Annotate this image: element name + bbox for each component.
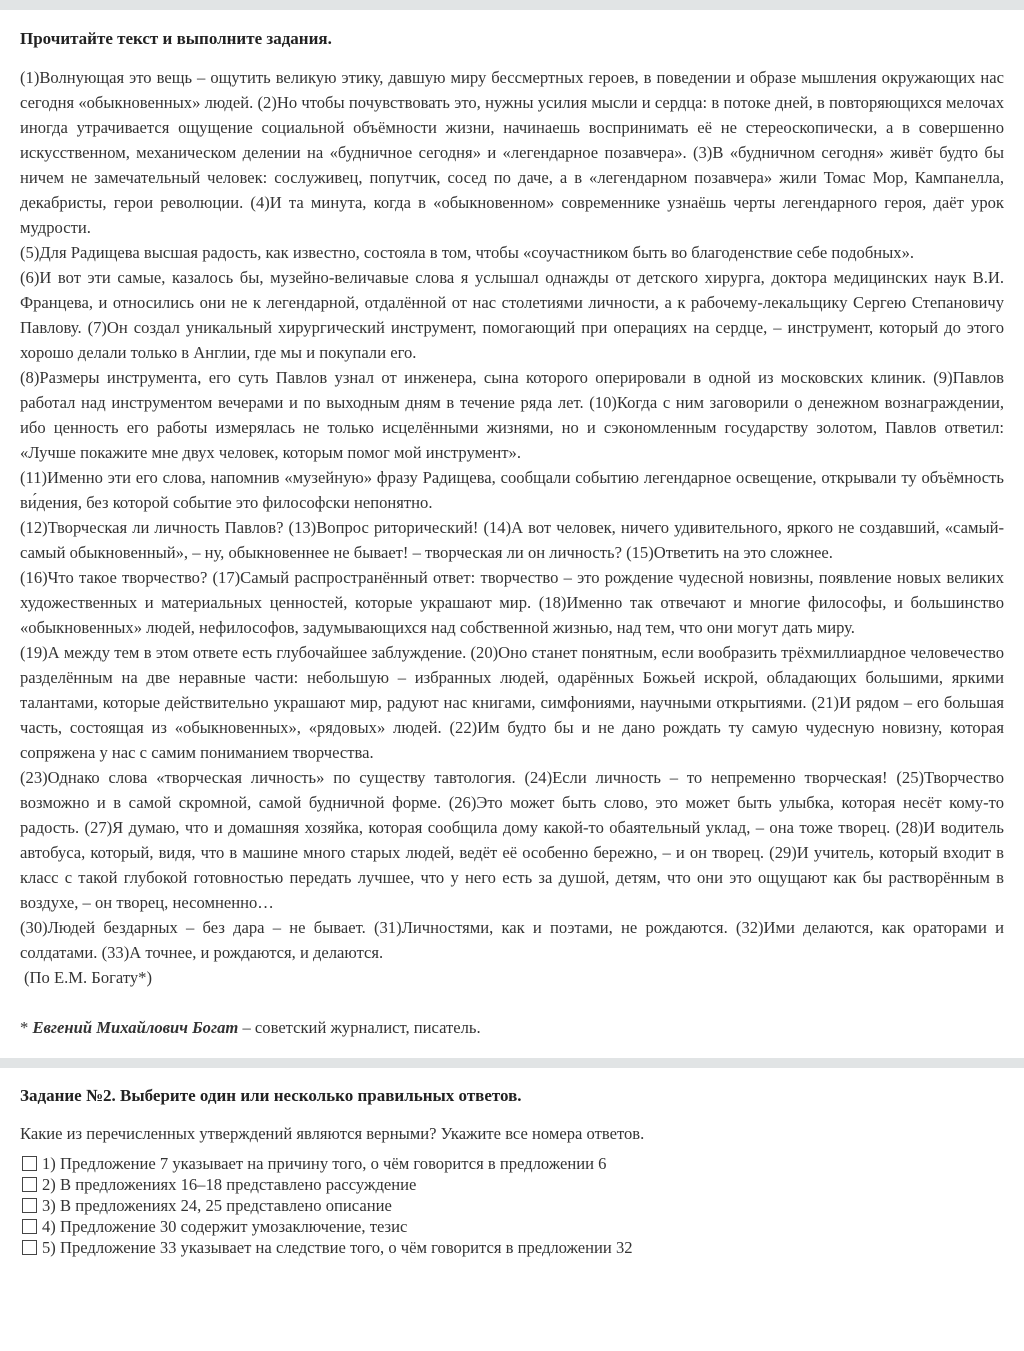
- option-label: 1) Предложение 7 указывает на причину того, о чём говорится в предложении 6: [42, 1153, 607, 1173]
- top-band: [0, 0, 1024, 10]
- paragraph: (8)Размеры инструмента, его суть Павлов узнал от инженера, сына которого оперировали в одной из московских клиник. (9)Павлов работал над инструментом вечерами и по выходным дням в течение ряда лет. (10)Когда с ним заговорили о денежном вознаграждении, ибо ценность его работы измерялась не только исцелёнными жизнями, но и сэкономленным государству золотом, Павлов ответил: «Лучше покажите мне двух человек, которым помог мой инструмент».: [20, 368, 1004, 462]
- answer-options: [20, 1153, 1004, 1258]
- instruction-heading: Прочитайте текст и выполните задания.: [20, 29, 332, 48]
- paragraph: (1)Волнующая это вещь – ощутить великую этику, давшую миру бессмертных героев, в поведении и образе мышления окружающих нас сегодня «обыкновенных» людей. (2)Но чтобы почувствовать это, нужны усилия мысли и сердца: в потоке дней, в повторяющихся мелочах иногда утрачивается ощущение социальной объёмности жизни, начинаешь воспринимать её не стереоскопически, а в совершенно искусственном, механическом делении на «будничное сегодня» и «легендарное позавчера». (3)В «будничном сегодня» живёт будто бы ничем не замечательный человек: сослуживец, попутчик, сосед по даче, а в «легендарном позавчера» жили Томас Мор, Кампанелла, декабристы, герои революции. (4)И та минута, когда в «обыкновенном» современнике узнаёшь черты легендарного героя, даёт урок мудрости.: [20, 68, 1004, 237]
- paragraph: (30)Людей бездарных – без дара – не бывает. (31)Личностями, как и поэтами, не рождаются. (32)Ими делаются, как ораторами и солдатами. (33)А точнее, и рождаются, и делаются.: [20, 918, 1004, 962]
- answer-option-3[interactable]: [20, 1195, 1004, 1216]
- footnote: [20, 1015, 1004, 1040]
- paragraph: (5)Для Радищева высшая радость, как известно, состояла в том, чтобы «соучастником быть во благоденствие себе подобных».: [20, 243, 915, 262]
- checkbox[interactable]: [22, 1177, 37, 1192]
- answer-option-5[interactable]: [20, 1237, 1004, 1258]
- reading-text: [20, 65, 1004, 965]
- checkbox[interactable]: [22, 1156, 37, 1171]
- footnote-asterisk: *: [20, 1018, 29, 1037]
- answer-option-2[interactable]: [20, 1174, 1004, 1195]
- answer-option-1[interactable]: [20, 1153, 1004, 1174]
- option-label: 5) Предложение 33 указывает на следствие того, о чём говорится в предложении 32: [42, 1237, 633, 1257]
- answer-option-4[interactable]: [20, 1216, 1004, 1237]
- text-source: (По Е.М. Богату*): [24, 968, 153, 987]
- task-title: Задание №2. Выберите один или несколько правильных ответов.: [20, 1086, 522, 1105]
- task-question: Какие из перечисленных утверждений являются верными? Укажите все номера ответов.: [20, 1124, 645, 1143]
- checkbox[interactable]: [22, 1198, 37, 1213]
- author-name: Евгений Михайлович Богат: [32, 1018, 239, 1037]
- section-separator: [0, 1058, 1024, 1068]
- option-label: 2) В предложениях 16–18 представлено рассуждение: [42, 1174, 417, 1194]
- checkbox[interactable]: [22, 1219, 37, 1234]
- paragraph: (19)А между тем в этом ответе есть глубочайшее заблуждение. (20)Оно станет понятным, если вообразить трёхмиллиардное человечество разделённым на две неравные части: небольшую – избранных людей, одарённых Божьей искрой, обладающих большими, яркими талантами, которые действительно украшают мир, радуют нас книгами, симфониями, научными открытиями. (21)И рядом – его большая часть, состоящая из «обыкновенных», «рядовых» людей. (22)Им будто бы и не дано рождать ту самую чудесную новизну, которая сопряжена у нас с самим пониманием творчества.: [20, 643, 1004, 762]
- paragraph: (12)Творческая ли личность Павлов? (13)Вопрос риторический! (14)А вот человек, ничего удивительного, яркого не создавший, «самый-самый обыкновенный», – ну, обыкновеннее не бывает! – творческая ли он личность? (15)Ответить на это сложнее.: [20, 518, 1004, 562]
- task-section: [0, 1068, 1024, 1258]
- paragraph: (6)И вот эти самые, казалось бы, музейно-величавые слова я услышал однажды от детского хирурга, доктора медицинских наук В.И. Францева, и относились они не к легендарной, отдалённой от нас столетиями личности, а к рабочему-лекальщику Сергею Степановичу Павлову. (7)Он создал уникальный хирургический инструмент, помогающий при операциях на сердце, – инструмент, который до этого хорошо делали только в Англии, где мы и покупали его.: [20, 268, 1004, 362]
- option-label: 3) В предложениях 24, 25 представлено описание: [42, 1195, 392, 1215]
- checkbox[interactable]: [22, 1240, 37, 1255]
- paragraph: (16)Что такое творчество? (17)Самый распространённый ответ: творчество – это рождение чудесной новизны, появление новых великих художественных и материальных ценностей, которые украшают мир. (18)Именно так отвечают и многие философы, и большинство «обыкновенных» людей, нефилософов, задумывающихся над собственной жизнью, над тем, что они могут дать миру.: [20, 568, 1004, 637]
- paragraph: (23)Однако слова «творческая личность» по существу тавтология. (24)Если личность – то непременно творческая! (25)Творчество возможно и в самой скромной, самой будничной форме. (26)Это может быть слово, это может быть улыбка, которая несёт кому-то радость. (27)Я думаю, что и домашняя хозяйка, которая сообщила дому какой-то обаятельный уклад, – она тоже творец. (28)И водитель автобуса, который, видя, что в машине много старых людей, ведёт её особенно бережно, – и он творец. (29)И учитель, который входит в класс с такой глубокой готовностью передать лучшее, что у него есть за душой, детям, что они это ощущают как бы растворённым в воздухе, – он творец, несомненно…: [20, 768, 1004, 912]
- option-label: 4) Предложение 30 содержит умозаключение, тезис: [42, 1216, 408, 1236]
- reading-section: [0, 10, 1024, 1040]
- paragraph: (11)Именно эти его слова, напомнив «музейную» фразу Радищева, сообщали событию легендарное освещение, открывали ту объёмность ви́дения, без которой событие это философски непонятно.: [20, 468, 1004, 512]
- author-description: – советский журналист, писатель.: [242, 1018, 481, 1037]
